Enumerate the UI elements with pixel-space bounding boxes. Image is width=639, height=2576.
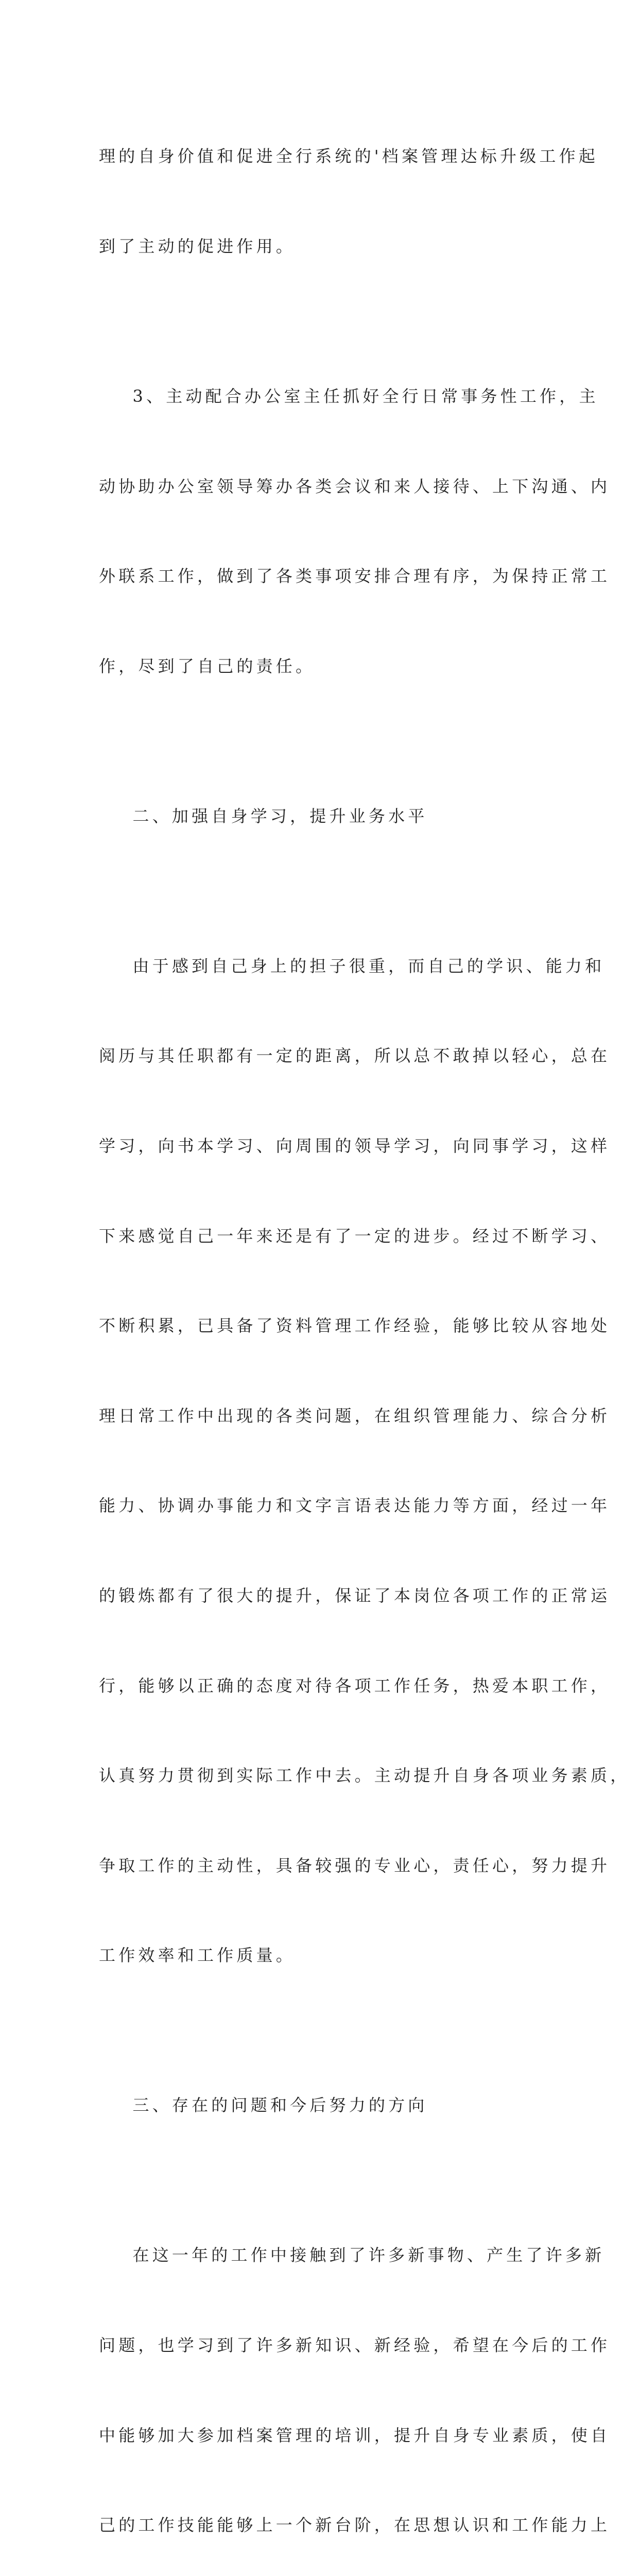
text-line: 动协助办公室领导筹办各类会议和来人接待、上下沟通、内	[99, 476, 611, 496]
text-line: 己的工作技能能够上一个新台阶，在思想认识和工作能力上	[99, 2515, 611, 2535]
paragraph-continued	[99, 81, 598, 321]
text-line: 在这一年的工作中接触到了许多新事物、产生了许多新	[99, 2245, 605, 2265]
text-line: 3、主动配合办公室主任抓好全行日常事务性工作，主	[99, 386, 599, 406]
text-line: 不断积累，已具备了资料管理工作经验，能够比较从容地处	[99, 1316, 611, 1336]
text-line: 作，尽到了自己的责任。	[99, 656, 316, 676]
heading-line: 三、存在的问题和今后努力的方向	[99, 2095, 428, 2115]
text-line: 下来感觉自己一年来还是有了一定的进步。经过不断学习、	[99, 1226, 611, 1246]
paragraph-item-3	[99, 321, 611, 741]
text-line: 由于感到自己身上的担子很重，而自己的学识、能力和	[99, 956, 605, 976]
text-line: 理的自身价值和促进全行系统的'档案管理达标升级工作起	[99, 146, 598, 166]
document-body	[99, 81, 630, 2576]
text-line: 工作效率和工作质量。	[99, 1945, 296, 1965]
text-line: 能力、协调办事能力和文字言语表达能力等方面，经过一年	[99, 1496, 611, 1516]
paragraph-future	[99, 2180, 611, 2576]
text-line: 理日常工作中出现的各类问题，在组织管理能力、综合分析	[99, 1405, 611, 1426]
text-line: 外联系工作，做到了各类事项安排合理有序，为保持正常工	[99, 566, 611, 586]
text-line: 中能够加大参加档案管理的培训，提升自身专业素质，使自	[99, 2425, 611, 2445]
section-heading-2	[99, 741, 547, 891]
section-heading-3	[99, 2030, 547, 2180]
text-line: 认真努力贯彻到实际工作中去。主动提升自身各项业务素质，	[99, 1766, 630, 1786]
paragraph-study	[99, 891, 630, 2030]
text-line: 行，能够以正确的态度对待各项工作任务，热爱本职工作，	[99, 1675, 611, 1696]
text-line: 问题，也学习到了许多新知识、新经验，希望在今后的工作	[99, 2335, 611, 2355]
text-line: 到了主动的促进作用。	[99, 236, 296, 256]
text-line: 的锻炼都有了很大的提升，保证了本岗位各项工作的正常运	[99, 1585, 611, 1605]
heading-line: 二、加强自身学习，提升业务水平	[99, 806, 428, 826]
text-line: 学习，向书本学习、向周围的领导学习，向同事学习，这样	[99, 1136, 611, 1156]
text-line: 争取工作的主动性，具备较强的专业心，责任心，努力提升	[99, 1855, 611, 1875]
text-line: 阅历与其任职都有一定的距离，所以总不敢掉以轻心，总在	[99, 1046, 611, 1066]
